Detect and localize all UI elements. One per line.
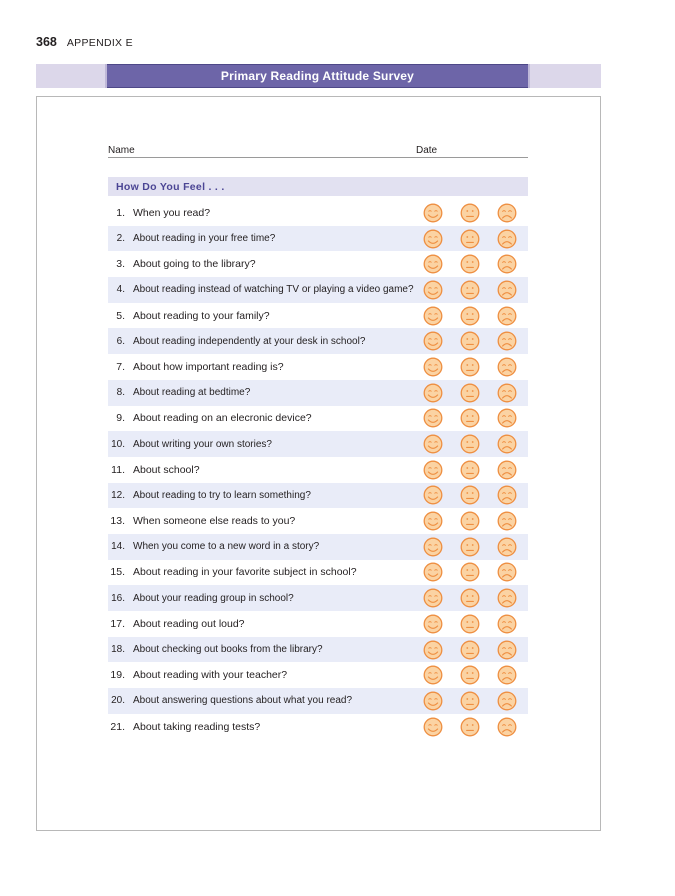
question-row [108, 457, 528, 483]
question-text: About reading to your family? [133, 309, 270, 322]
neutral-face-icon[interactable] [460, 614, 480, 634]
happy-face-icon[interactable] [423, 306, 443, 326]
question-text: About checking out books from the library? [133, 644, 323, 656]
question-row [108, 611, 528, 637]
sad-face-icon[interactable] [497, 717, 517, 737]
section-header [108, 177, 528, 196]
question-list [108, 200, 528, 739]
question-text: About your reading group in school? [133, 592, 294, 604]
neutral-face-icon[interactable] [460, 331, 480, 351]
sad-face-icon[interactable] [497, 614, 517, 634]
sad-face-icon[interactable] [497, 331, 517, 351]
question-row [108, 560, 528, 586]
happy-face-icon[interactable] [423, 485, 443, 505]
happy-face-icon[interactable] [423, 717, 443, 737]
question-row [108, 508, 528, 534]
question-row [108, 251, 528, 277]
sad-face-icon[interactable] [497, 537, 517, 557]
neutral-face-icon[interactable] [460, 203, 480, 223]
neutral-face-icon[interactable] [460, 665, 480, 685]
neutral-face-icon[interactable] [460, 691, 480, 711]
happy-face-icon[interactable] [423, 460, 443, 480]
question-row [108, 637, 528, 663]
question-text: About writing your own stories? [133, 438, 272, 450]
question-number: 16. [111, 592, 125, 604]
question-text: About reading on an elecronic device? [133, 412, 312, 425]
sad-face-icon[interactable] [497, 511, 517, 531]
question-number: 12. [111, 489, 125, 501]
sad-face-icon[interactable] [497, 280, 517, 300]
question-number: 7. [116, 360, 125, 373]
question-number: 13. [110, 515, 125, 528]
neutral-face-icon[interactable] [460, 254, 480, 274]
title-band-divider-right [528, 64, 530, 88]
happy-face-icon[interactable] [423, 383, 443, 403]
neutral-face-icon[interactable] [460, 537, 480, 557]
sad-face-icon[interactable] [497, 306, 517, 326]
question-row [108, 585, 528, 611]
happy-face-icon[interactable] [423, 511, 443, 531]
happy-face-icon[interactable] [423, 203, 443, 223]
question-row [108, 303, 528, 329]
section-header-text: How Do You Feel . . . [116, 180, 225, 193]
happy-face-icon[interactable] [423, 537, 443, 557]
question-number: 11. [111, 463, 125, 476]
happy-face-icon[interactable] [423, 434, 443, 454]
page-number: 368 [36, 35, 57, 49]
question-row [108, 688, 528, 714]
question-number: 4. [116, 284, 125, 296]
neutral-face-icon[interactable] [460, 485, 480, 505]
sad-face-icon[interactable] [497, 640, 517, 660]
running-head [36, 35, 133, 49]
neutral-face-icon[interactable] [460, 562, 480, 582]
neutral-face-icon[interactable] [460, 717, 480, 737]
question-text: About taking reading tests? [133, 720, 261, 733]
name-label: Name [108, 145, 135, 156]
sad-face-icon[interactable] [497, 203, 517, 223]
question-row [108, 328, 528, 354]
question-number: 3. [116, 258, 125, 271]
neutral-face-icon[interactable] [460, 434, 480, 454]
neutral-face-icon[interactable] [460, 357, 480, 377]
question-row [108, 200, 528, 226]
appendix-label: APPENDIX E [66, 37, 133, 49]
happy-face-icon[interactable] [423, 254, 443, 274]
happy-face-icon[interactable] [423, 665, 443, 685]
happy-face-icon[interactable] [423, 562, 443, 582]
question-row [108, 534, 528, 560]
neutral-face-icon[interactable] [460, 511, 480, 531]
question-text: About reading to try to learn something? [133, 489, 311, 501]
question-text: When you come to a new word in a story? [133, 541, 320, 553]
question-text: About reading in your free time? [133, 233, 276, 245]
question-number: 10. [111, 438, 125, 450]
question-text: About reading instead of watching TV or playing a video game? [133, 284, 414, 296]
question-text: About reading independently at your desk in school? [133, 335, 366, 347]
question-text: About reading with your teacher? [133, 669, 288, 682]
question-text: About school? [133, 463, 200, 476]
question-text: When you read? [133, 206, 211, 219]
sad-face-icon[interactable] [497, 357, 517, 377]
sad-face-icon[interactable] [497, 485, 517, 505]
question-number: 14. [111, 541, 125, 553]
question-row [108, 662, 528, 688]
survey-title-bar [107, 64, 528, 88]
question-row [108, 406, 528, 432]
question-row [108, 380, 528, 406]
happy-face-icon[interactable] [423, 640, 443, 660]
question-row [108, 483, 528, 509]
sad-face-icon[interactable] [497, 383, 517, 403]
neutral-face-icon[interactable] [460, 408, 480, 428]
happy-face-icon[interactable] [423, 614, 443, 634]
date-label: Date [416, 145, 438, 156]
sad-face-icon[interactable] [497, 254, 517, 274]
question-row [108, 277, 528, 303]
sad-face-icon[interactable] [497, 434, 517, 454]
sad-face-icon[interactable] [497, 460, 517, 480]
happy-face-icon[interactable] [423, 408, 443, 428]
sad-face-icon[interactable] [497, 588, 517, 608]
name-date-line[interactable] [108, 146, 528, 158]
neutral-face-icon[interactable] [460, 306, 480, 326]
survey-title: Primary Reading Attitude Survey [220, 69, 415, 83]
neutral-face-icon[interactable] [460, 588, 480, 608]
sad-face-icon[interactable] [497, 562, 517, 582]
happy-face-icon[interactable] [423, 588, 443, 608]
question-row [108, 714, 528, 740]
happy-face-icon[interactable] [423, 331, 443, 351]
sad-face-icon[interactable] [497, 691, 517, 711]
neutral-face-icon[interactable] [460, 460, 480, 480]
question-text: About how important reading is? [133, 360, 284, 373]
question-text: When someone else reads to you? [133, 515, 296, 528]
question-number: 15. [110, 566, 125, 579]
happy-face-icon[interactable] [423, 357, 443, 377]
neutral-face-icon[interactable] [460, 383, 480, 403]
neutral-face-icon[interactable] [460, 280, 480, 300]
question-text: About answering questions about what you read? [133, 695, 353, 707]
sad-face-icon[interactable] [497, 665, 517, 685]
question-number: 8. [116, 387, 125, 399]
question-number: 19. [110, 669, 125, 682]
question-number: 5. [116, 309, 125, 322]
neutral-face-icon[interactable] [460, 640, 480, 660]
happy-face-icon[interactable] [423, 691, 443, 711]
question-number: 17. [110, 617, 125, 630]
question-row [108, 226, 528, 252]
question-number: 2. [116, 233, 125, 245]
question-number: 21. [110, 720, 125, 733]
question-row [108, 354, 528, 380]
question-text: About reading out loud? [133, 617, 245, 630]
question-number: 9. [116, 412, 125, 425]
question-row [108, 431, 528, 457]
question-text: About reading in your favorite subject in school? [133, 566, 357, 579]
happy-face-icon[interactable] [423, 229, 443, 249]
question-number: 20. [111, 695, 125, 707]
question-text: About reading at bedtime? [133, 387, 251, 399]
sad-face-icon[interactable] [497, 229, 517, 249]
question-number: 6. [116, 335, 125, 347]
question-text: About going to the library? [133, 258, 256, 271]
happy-face-icon[interactable] [423, 280, 443, 300]
question-number: 18. [111, 644, 125, 656]
sad-face-icon[interactable] [497, 408, 517, 428]
question-number: 1. [116, 206, 125, 219]
neutral-face-icon[interactable] [460, 229, 480, 249]
